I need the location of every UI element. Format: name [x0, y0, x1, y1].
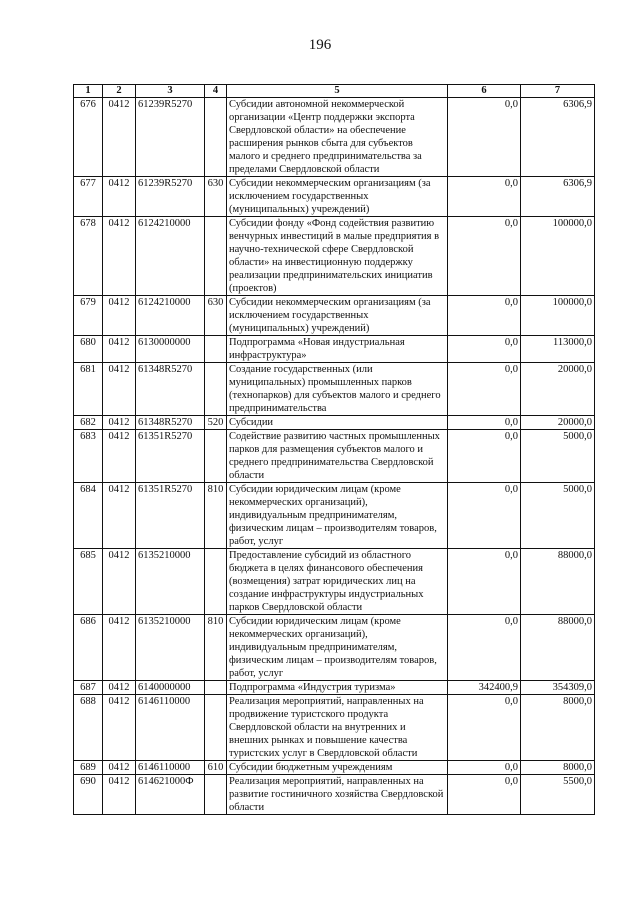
amount-col6: 0,0: [448, 336, 521, 363]
amount-col7: 100000,0: [521, 296, 595, 336]
amount-col7: 5000,0: [521, 430, 595, 483]
section-code: 0412: [103, 416, 136, 430]
target-article-code: 6140000000: [136, 681, 205, 695]
target-article-code: 6146110000: [136, 761, 205, 775]
item-name: Реализация мероприятий, направленных на развитие гостиничного хозяйства Свердловской области: [227, 775, 448, 815]
section-code: 0412: [103, 549, 136, 615]
amount-col6: 0,0: [448, 217, 521, 296]
target-article-code: 6124210000: [136, 296, 205, 336]
section-code: 0412: [103, 775, 136, 815]
table-row: [74, 775, 595, 815]
amount-col6: 0,0: [448, 775, 521, 815]
target-article-code: 61239R5270: [136, 177, 205, 217]
row-number: 681: [74, 363, 103, 416]
amount-col6: 0,0: [448, 296, 521, 336]
budget-table: [73, 84, 595, 815]
expense-type-code: 630: [205, 296, 227, 336]
section-code: 0412: [103, 615, 136, 681]
item-name: Реализация мероприятий, направленных на продвижение туристского продукта Свердловской области на внутренних и внешних рынках и повышение качества туристских услуг в Свердловской области: [227, 695, 448, 761]
table-row: [74, 363, 595, 416]
expense-type-code: [205, 775, 227, 815]
amount-col7: 20000,0: [521, 416, 595, 430]
row-number: 684: [74, 483, 103, 549]
amount-col6: 342400,9: [448, 681, 521, 695]
table-row: [74, 177, 595, 217]
table-row: [74, 430, 595, 483]
table-row: [74, 483, 595, 549]
column-header-5: 5: [227, 85, 448, 98]
column-header-4: 4: [205, 85, 227, 98]
table-row: [74, 615, 595, 681]
amount-col6: 0,0: [448, 177, 521, 217]
page-number: 196: [308, 37, 332, 53]
expense-type-code: [205, 430, 227, 483]
table-row: [74, 98, 595, 177]
table-row: [74, 549, 595, 615]
amount-col7: 6306,9: [521, 177, 595, 217]
expense-type-code: 630: [205, 177, 227, 217]
target-article-code: 6124210000: [136, 217, 205, 296]
expense-type-code: [205, 681, 227, 695]
section-code: 0412: [103, 695, 136, 761]
amount-col6: 0,0: [448, 430, 521, 483]
table-row: [74, 336, 595, 363]
column-header-1: 1: [74, 85, 103, 98]
item-name: Создание государственных (или муниципальных) промышленных парков (технопарков) для субъектов малого и среднего предпринимательства: [227, 363, 448, 416]
section-code: 0412: [103, 296, 136, 336]
section-code: 0412: [103, 217, 136, 296]
table-row: [74, 296, 595, 336]
item-name: Предоставление субсидий из областного бюджета в целях финансового обеспечения (возмещения) затрат юридических лиц на создание инфраструктуры индустриальных парков Свердловской области: [227, 549, 448, 615]
row-number: 680: [74, 336, 103, 363]
expense-type-code: 610: [205, 761, 227, 775]
row-number: 686: [74, 615, 103, 681]
target-article-code: 61348R5270: [136, 416, 205, 430]
target-article-code: 61351R5270: [136, 430, 205, 483]
item-name: Субсидии фонду «Фонд содействия развитию венчурных инвестиций в малые предприятия в научно-технической сфере Свердловской области» на инвестиционную поддержку реализации предпринимательских инициатив (проектов): [227, 217, 448, 296]
amount-col6: 0,0: [448, 416, 521, 430]
item-name: Субсидии некоммерческим организациям (за исключением государственных (муниципальных) учреждений): [227, 177, 448, 217]
column-header-7: 7: [521, 85, 595, 98]
item-name: Содействие развитию частных промышленных парков для размещения субъектов малого и среднего предпринимательства Свердловской области: [227, 430, 448, 483]
amount-col7: 113000,0: [521, 336, 595, 363]
expense-type-code: [205, 336, 227, 363]
table-row: [74, 416, 595, 430]
target-article-code: 61351R5270: [136, 483, 205, 549]
table-row: [74, 217, 595, 296]
section-code: 0412: [103, 761, 136, 775]
row-number: 688: [74, 695, 103, 761]
amount-col7: 5000,0: [521, 483, 595, 549]
amount-col6: 0,0: [448, 549, 521, 615]
section-code: 0412: [103, 98, 136, 177]
expense-type-code: 810: [205, 615, 227, 681]
item-name: Субсидии юридическим лицам (кроме некоммерческих организаций), индивидуальным предпринимателям, физическим лицам – производителям товаров, работ, услуг: [227, 483, 448, 549]
row-number: 685: [74, 549, 103, 615]
expense-type-code: 520: [205, 416, 227, 430]
table-row: [74, 695, 595, 761]
row-number: 677: [74, 177, 103, 217]
column-header-3: 3: [136, 85, 205, 98]
item-name: Субсидии бюджетным учреждениям: [227, 761, 448, 775]
amount-col7: 6306,9: [521, 98, 595, 177]
row-number: 678: [74, 217, 103, 296]
row-number: 687: [74, 681, 103, 695]
amount-col6: 0,0: [448, 695, 521, 761]
amount-col7: 88000,0: [521, 615, 595, 681]
amount-col7: 88000,0: [521, 549, 595, 615]
expense-type-code: 810: [205, 483, 227, 549]
target-article-code: 6130000000: [136, 336, 205, 363]
amount-col6: 0,0: [448, 615, 521, 681]
table-header-row: [74, 85, 595, 98]
amount-col7: 5500,0: [521, 775, 595, 815]
target-article-code: 6135210000: [136, 615, 205, 681]
section-code: 0412: [103, 681, 136, 695]
expense-type-code: [205, 217, 227, 296]
target-article-code: 6135210000: [136, 549, 205, 615]
target-article-code: 61348R5270: [136, 363, 205, 416]
target-article-code: 61239R5270: [136, 98, 205, 177]
target-article-code: 614621000Ф: [136, 775, 205, 815]
row-number: 682: [74, 416, 103, 430]
row-number: 689: [74, 761, 103, 775]
item-name: Субсидии юридическим лицам (кроме некоммерческих организаций), индивидуальным предпринимателям, физическим лицам – производителям товаров, работ, услуг: [227, 615, 448, 681]
item-name: Субсидии некоммерческим организациям (за исключением государственных (муниципальных) учреждений): [227, 296, 448, 336]
item-name: Подпрограмма «Новая индустриальная инфраструктура»: [227, 336, 448, 363]
section-code: 0412: [103, 336, 136, 363]
amount-col7: 20000,0: [521, 363, 595, 416]
item-name: Подпрограмма «Индустрия туризма»: [227, 681, 448, 695]
section-code: 0412: [103, 177, 136, 217]
item-name: Субсидии автономной некоммерческой организации «Центр поддержки экспорта Свердловской области» на обеспечение расширения рынков сбыта для субъектов малого и среднего предпринимательства за пределами Свердловской области: [227, 98, 448, 177]
table-row: [74, 761, 595, 775]
amount-col7: 100000,0: [521, 217, 595, 296]
amount-col6: 0,0: [448, 363, 521, 416]
section-code: 0412: [103, 483, 136, 549]
expense-type-code: [205, 549, 227, 615]
column-header-2: 2: [103, 85, 136, 98]
row-number: 676: [74, 98, 103, 177]
expense-type-code: [205, 98, 227, 177]
row-number: 690: [74, 775, 103, 815]
amount-col7: 8000,0: [521, 761, 595, 775]
target-article-code: 6146110000: [136, 695, 205, 761]
table-row: [74, 681, 595, 695]
amount-col7: 354309,0: [521, 681, 595, 695]
expense-type-code: [205, 363, 227, 416]
amount-col6: 0,0: [448, 98, 521, 177]
amount-col7: 8000,0: [521, 695, 595, 761]
section-code: 0412: [103, 430, 136, 483]
section-code: 0412: [103, 363, 136, 416]
expense-type-code: [205, 695, 227, 761]
column-header-6: 6: [448, 85, 521, 98]
row-number: 683: [74, 430, 103, 483]
row-number: 679: [74, 296, 103, 336]
amount-col6: 0,0: [448, 483, 521, 549]
amount-col6: 0,0: [448, 761, 521, 775]
item-name: Субсидии: [227, 416, 448, 430]
